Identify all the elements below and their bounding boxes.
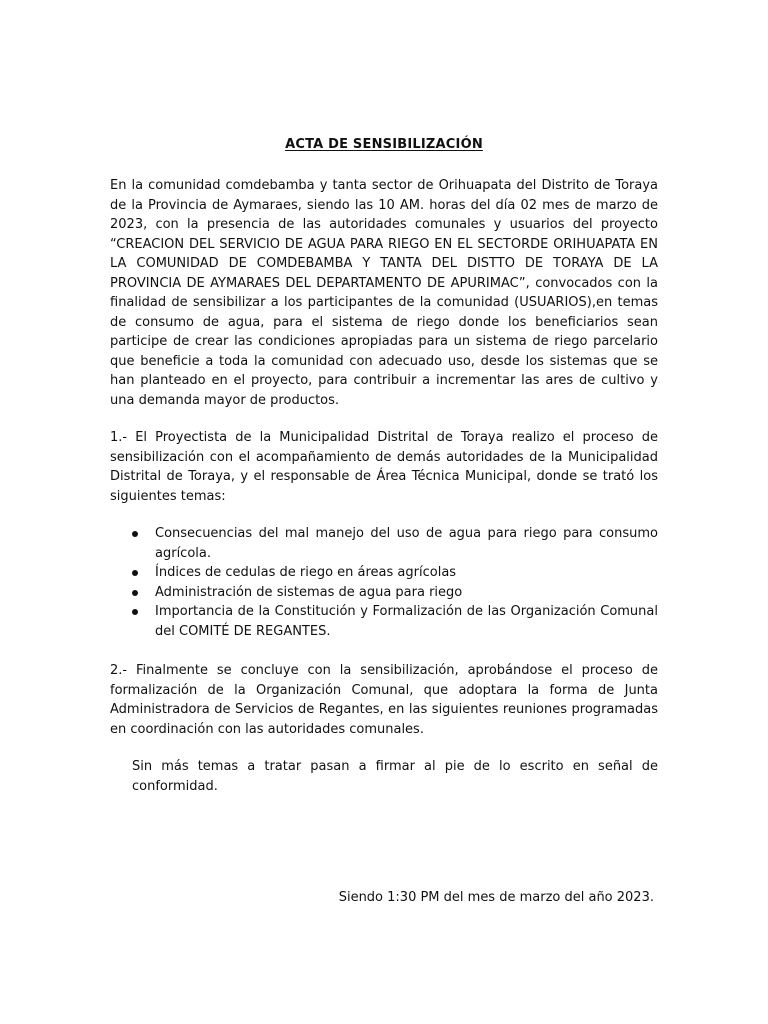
document-body [110,136,658,814]
topic-text: Consecuencias del mal manejo del uso de agua para riego para consumo agrícola. [155,526,658,561]
topic-text: Administración de sistemas de agua para riego [155,584,463,600]
signoff-line: Siendo 1:30 PM del mes de marzo del año 2023. [338,890,654,905]
bullet-icon [132,570,138,576]
point-2-paragraph: 2.- Finalmente se concluye con la sensibilización, aprobándose el proceso de formalización de la Organización Comunal, que adoptara la forma de Junta Administradora de Servicios de Regantes, en las siguientes reuniones programadas en coordinación con las autoridades comunales. [110,663,658,737]
closing-paragraph: Sin más temas a tratar pasan a firmar al pie de lo escrito en señal de conformidad. [132,759,658,794]
topic-item [110,583,658,603]
topics-list [110,524,658,641]
intro-paragraph: En la comunidad comdebamba y tanta sector de Orihuapata del Distrito de Toraya de la Provincia de Aymaraes, siendo las 10 AM. horas del día 02 mes de marzo de 2023, con la presencia de las autoridades comunales y usuarios del proyecto “CREACION DEL SERVICIO DE AGUA PARA RIEGO EN EL SECTORDE ORIHUAPATA EN LA COMUNIDAD DE COMDEBAMBA Y TANTA DEL DISTTO DE TORAYA DE LA PROVINCIA DE AYMARAES DEL DEPARTAMENTO DE APURIMAC”, convocados con la finalidad de sensibilizar a los participantes de la comunidad (USUARIOS),en temas de consumo de agua, para el sistema de riego donde los beneficiarios sean participe de crear las condiciones apropiadas para un sistema de riego parcelario que beneficie a toda la comunidad con adecuado uso, desde los sistemas que se han planteado en el proyecto, para contribuir a incrementar las ares de cultivo y una demanda mayor de productos. [110,178,658,408]
bullet-icon [132,609,138,615]
bullet-icon [132,590,138,596]
topic-item [110,563,658,583]
document-title-text: ACTA DE SENSIBILIZACIÓN [285,137,483,152]
topic-text: Índices de cedulas de riego en áreas agrícolas [155,565,457,580]
document-title [110,136,658,154]
topic-item [110,602,658,641]
point-1-paragraph: 1.- El Proyectista de la Municipalidad Distrital de Toraya realizo el proceso de sensibilización con el acompañamiento de demás autoridades de la Municipalidad Distrital de Toraya, y el responsable de Área Técnica Municipal, donde se trató los siguientes temas: [110,430,658,504]
topic-text: Importancia de la Constitución y Formalización de las Organización Comunal del COMITÉ DE REGANTES. [155,604,658,639]
topic-item [110,524,658,563]
bullet-icon [132,531,138,537]
